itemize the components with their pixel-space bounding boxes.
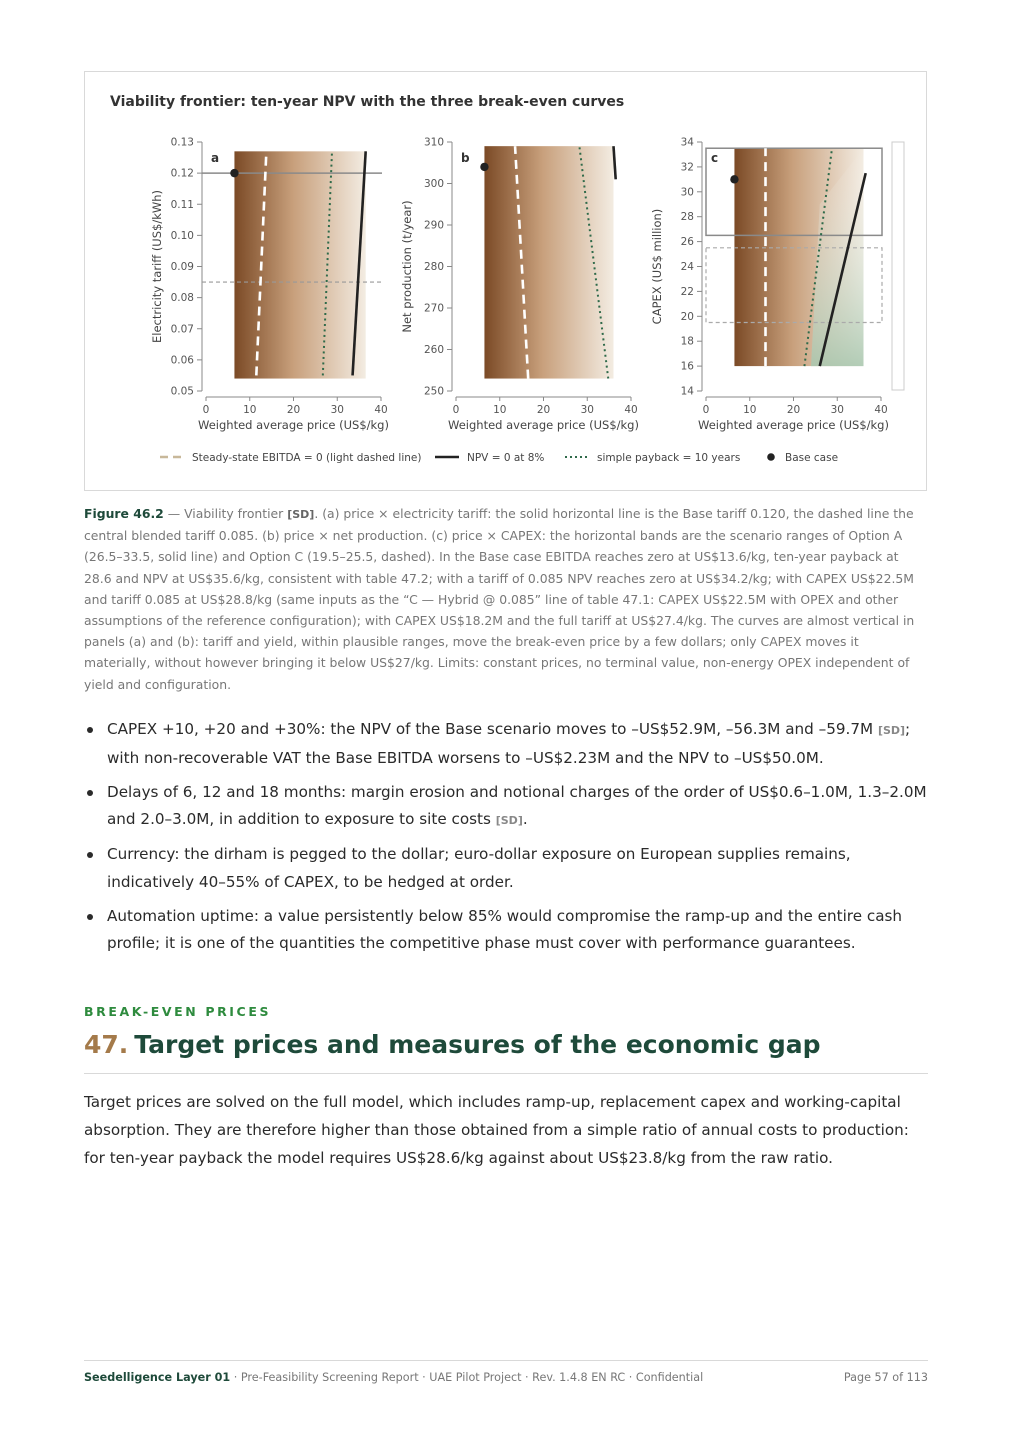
- panel-c-x-tick-label: 0: [702, 404, 710, 416]
- panel-a-x-tick-label: 40: [374, 404, 388, 416]
- panel-b-letter: b: [461, 151, 470, 165]
- colorbar: [892, 142, 904, 390]
- footer-divider: [84, 1360, 928, 1361]
- source-tag: [SD]: [287, 508, 315, 521]
- panel-c-y-tick-label: 14: [680, 385, 694, 398]
- footer-brand: Seedelligence Layer 01: [84, 1371, 231, 1384]
- panel-a-y-tick-label: 0.11: [170, 198, 194, 211]
- panel-c-y-tick-label: 16: [680, 360, 694, 373]
- panel-b-x-tick-label: 20: [536, 404, 551, 416]
- panel-a-y-tick-label: 0.10: [170, 229, 194, 242]
- panel-a-viable-region: [234, 151, 365, 378]
- panel-b-y-tick-label: 300: [423, 178, 444, 190]
- caption-text: . (a) price × electricity tariff: the solid horizontal line is the Base tariff 0.120, the dashed line the central blended tariff 0.085. (b) price × net production. (c) price × CAPEX: the horizontal bands are the scenario ranges of Option A (26.5–33.5, solid line) and Option C (19.5–25.5, dashed). In the Base case EBITDA reaches zero at US$13.6/kg, ten-year payback at 28.6 and NPV at US$35.6/kg, consistent with table 47.2; with a tariff of 0.085 NPV reaches zero at US$34.2/kg; with CAPEX US$22.5M and tariff 0.085 at US$28.8/kg (same inputs as the “C — Hybrid @ 0.085” line of table 47.1: CAPEX US$22.5M with OPEX and other assumptions of the reference configuration); with CAPEX US$18.2M and the full tariff at US$27.4/kg. The curves are almost vertical in panels (a) and (b): tariff and yield, within plausible ranges, move the break-even price by a few dollars; only CAPEX moves it materially, without however bringing it below US$27/kg. Limits: constant prices, no terminal value, non-energy OPEX independent of yield and configuration.: [84, 506, 915, 692]
- panel-c-y-tick-label: 24: [680, 261, 694, 273]
- bullet-text-end: .: [522, 810, 528, 828]
- legend-label: NPV = 0 at 8%: [467, 452, 545, 464]
- panel-a-x-tick-label: 0: [202, 404, 210, 416]
- panel-a-y-tick-label: 0.07: [170, 323, 194, 336]
- bullet-currency: [84, 841, 934, 896]
- figure-caption: [84, 503, 929, 695]
- panel-c-letter: c: [711, 151, 719, 165]
- panel-c-y-tick-label: 30: [680, 186, 694, 199]
- legend-label: Base case: [785, 452, 839, 464]
- bullet-text: Delays of 6, 12 and 18 months: margin erosion and notional charges of the order of US$0.6–1.0M, 1.3–2.0M and 2.0–3.0M, in addition to exposure to site costs: [107, 782, 927, 828]
- bullet-text: CAPEX +10, +20 and +30%: the NPV of the Base scenario moves to –US$52.9M, –56.3M and –59.7M: [107, 720, 878, 738]
- panel-b-x-axis-label: Weighted average price (US$/kg): [448, 418, 639, 432]
- legend-label: Steady-state EBITDA = 0 (light dashed line): [192, 452, 422, 464]
- panel-b-y-axis-label: Net production (t/year): [400, 200, 414, 333]
- panel-b-x-tick-label: 30: [580, 404, 594, 416]
- bullet-icon: [87, 727, 93, 733]
- figure-46-2: [84, 71, 927, 491]
- panel-b-base-case-point: [480, 163, 488, 171]
- panel-b-x-tick-label: 10: [493, 404, 507, 416]
- panel-b-y-tick-label: 260: [423, 344, 444, 356]
- bullet-text: Automation uptime: a value persistently below 85% would compromise the ramp-up and the entire cash profile; it is one of the quantities the competitive phase must cover with performance guarantees.: [107, 906, 903, 952]
- legend-label: simple payback = 10 years: [597, 452, 741, 464]
- panel-a-x-tick-label: 20: [286, 404, 301, 416]
- panel-b-y-tick-label: 310: [423, 136, 444, 149]
- panel-b-y-tick-label: 280: [423, 261, 444, 273]
- panel-c-y-tick-label: 22: [680, 285, 694, 298]
- panel-a-y-tick-label: 0.08: [170, 292, 194, 305]
- panel-c-y-tick-label: 20: [680, 310, 694, 323]
- panel-a-y-tick-label: 0.05: [170, 385, 194, 398]
- panel-a-x-tick-label: 10: [243, 404, 257, 416]
- panel-c-y-tick-label: 32: [680, 161, 694, 174]
- section-body: Target prices are solved on the full model, which includes ramp-up, replacement capex and working-capital absorption. They are therefore higher than those obtained from a simple ratio of annual costs to production: for ten-year payback the model requires US$28.6/kg against about US$23.8/kg from the raw ratio.: [84, 1093, 909, 1167]
- bullet-icon: [87, 852, 93, 858]
- panel-c-y-tick-label: 28: [680, 211, 694, 224]
- panel-c-base-case-point: [730, 175, 738, 183]
- panel-a-x-axis-label: Weighted average price (US$/kg): [198, 418, 389, 432]
- figure-label: Figure 46.2: [84, 506, 164, 521]
- panel-a-y-tick-label: 0.06: [170, 354, 194, 367]
- panel-b-x-tick-label: 40: [624, 404, 638, 416]
- section-heading: [84, 1030, 821, 1059]
- source-tag: [SD]: [495, 814, 523, 827]
- panel-c-y-axis-label: CAPEX (US$ million): [650, 208, 664, 325]
- source-tag: [SD]: [877, 724, 906, 737]
- bullet-delays: [84, 779, 934, 835]
- panel-c-x-tick-label: 20: [786, 404, 801, 416]
- panel-a-letter: a: [211, 151, 220, 165]
- panel-c-x-tick-label: 40: [874, 404, 888, 416]
- viability-frontier-chart: [85, 72, 928, 492]
- footer-text: · Pre-Feasibility Screening Report · UAE Pilot Project · Rev. 1.4.8 EN RC · Confidential: [230, 1371, 704, 1384]
- panel-b-y-tick-label: 270: [423, 302, 444, 315]
- panel-c-y-tick-label: 18: [680, 335, 694, 348]
- bullet-text-end: ; with non-recoverable VAT the Base EBITDA worsens to –US$2.23M and the NPV to –US$50.0M.: [107, 720, 911, 767]
- caption-separator: — Viability frontier: [163, 506, 288, 521]
- figure-title: Viability frontier: ten-year NPV with the three break-even curves: [110, 94, 625, 110]
- page-number: Page 57 of 113: [843, 1371, 928, 1384]
- bullet-capex: [84, 716, 934, 772]
- bullet-icon: [87, 914, 93, 920]
- panel-a-y-tick-label: 0.12: [170, 167, 194, 180]
- bullet-automation: [84, 903, 934, 958]
- panel-b-y-tick-label: 290: [423, 219, 444, 232]
- panel-c-x-tick-label: 30: [830, 404, 844, 416]
- heading-divider: [84, 1073, 928, 1074]
- footer-document-info: [84, 1371, 703, 1384]
- panel-a-y-axis-label: Electricity tariff (US$/kWh): [150, 189, 164, 344]
- bullet-text: Currency: the dirham is pegged to the dollar; euro-dollar exposure on European supplies remains, indicatively 40–55% of CAPEX, to be hedged at order.: [107, 845, 851, 891]
- panel-a-y-tick-label: 0.13: [170, 136, 194, 149]
- panel-c-y-tick-label: 34: [680, 136, 694, 149]
- panel-b-y-tick-label: 250: [423, 385, 444, 398]
- panel-c-x-tick-label: 10: [743, 404, 757, 416]
- panel-b-x-tick-label: 0: [452, 404, 460, 416]
- panel-a-y-tick-label: 0.09: [170, 261, 194, 273]
- bullet-icon: [87, 790, 93, 796]
- panel-a-x-tick-label: 30: [330, 404, 344, 416]
- panel-a-base-case-point: [230, 169, 238, 177]
- panel-c-x-axis-label: Weighted average price (US$/kg): [698, 418, 889, 432]
- legend-base-case-marker: [767, 453, 775, 461]
- section-number: 47.: [84, 1030, 129, 1059]
- section-title: Target prices and measures of the economic gap: [134, 1030, 821, 1059]
- risk-bullet-list: [84, 716, 934, 964]
- panel-c-y-tick-label: 26: [680, 236, 694, 249]
- section-kicker: BREAK-EVEN PRICES: [84, 1004, 272, 1019]
- panel-b-series-npv: [614, 146, 616, 179]
